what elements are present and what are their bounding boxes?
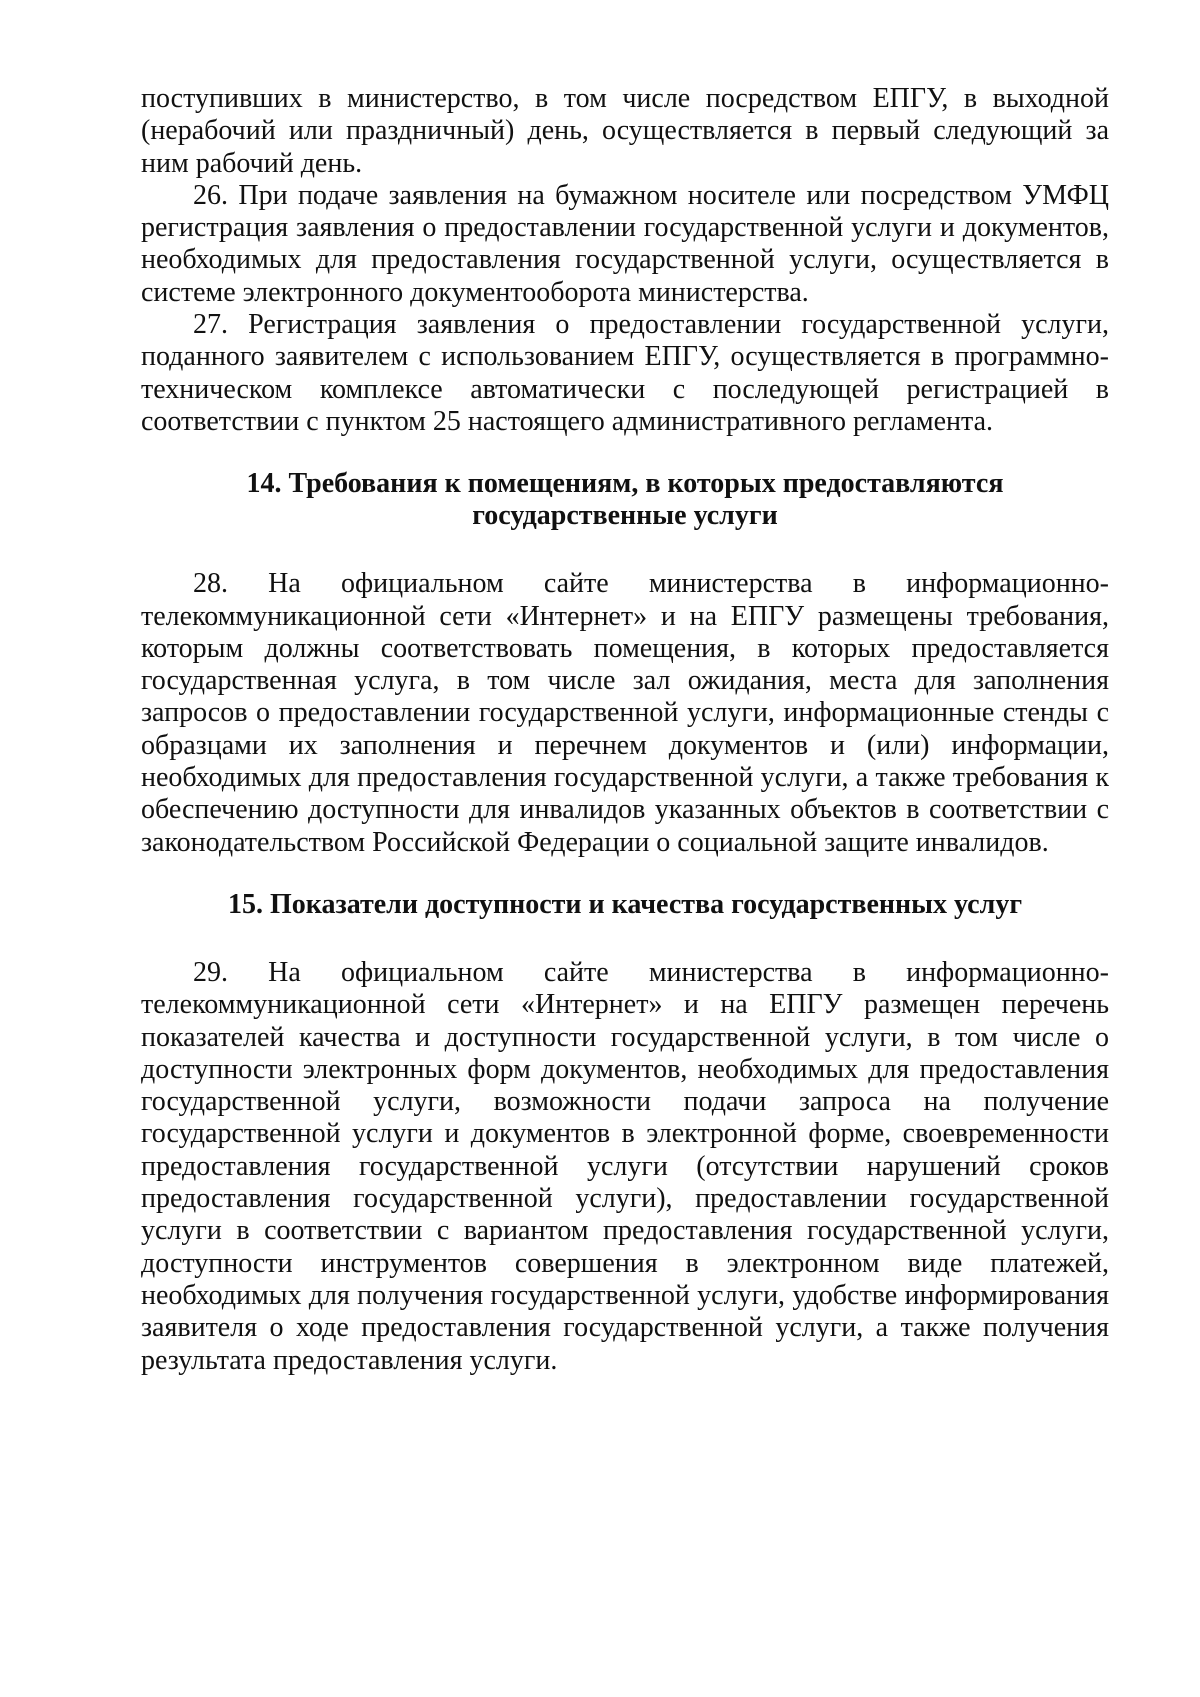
paragraph-26: 26. При подаче заявления на бумажном носителе или посредством УМФЦ регистрация заявления о предоставлении государственной услуги и документов, необходимых для предоставления государственной услуги, осуществляется в системе электронного документооборота министерства. <box>141 179 1109 308</box>
paragraph-27: 27. Регистрация заявления о предоставлении государственной услуги, поданного заявителем с использованием ЕПГУ, осуществляется в программно-техническом комплексе автоматически с последующей регистрацией в соответствии с пунктом 25 настоящего административного регламента. <box>141 309 1109 437</box>
section-14-heading-line1: 14. Требования к помещениям, в которых предоставляются <box>246 468 1004 500</box>
paragraph-25-continuation: поступивших в министерство, в том числе посредством ЕПГУ, в выходной (нерабочий или праздничный) день, осуществляется в первый следующий за ним рабочий день. <box>141 83 1109 179</box>
spacer <box>141 438 1109 468</box>
paragraph-29: 29. На официальном сайте министерства в информационно-телекоммуникационной сети «Интернет» и на ЕПГУ размещен перечень показателей качества и доступности государственной услуги, в том числе о доступности электронных форм документов, необходимых для предоставления государственной услуги, возможности подачи запроса на получение государственной услуги и документов в электронной форме, своевременности предоставления государственной услуги (отсутствии нарушений сроков предоставления государственной услуги), предоставлении государственной услуги в соответствии с вариантом предоставления государственной услуги, доступности инструментов совершения в электронном виде платежей, необходимых для получения государственной услуги, удобстве информирования заявителя о ходе предоставления государственной услуги, а также получения результата предоставления услуги. <box>141 956 1109 1376</box>
section-14-heading-line2: государственные услуги <box>472 500 778 532</box>
document-body <box>141 83 1109 1377</box>
paragraph-28: 28. На официальном сайте министерства в информационно-телекоммуникационной сети «Интернет» и на ЕПГУ размещены требования, которым должны соответствовать помещения, в которых предоставляется государственная услуга, в том числе зал ожидания, места для заполнения запросов о предоставлении государственной услуги, информационные стенды с образцами их заполнения и перечнем документов и (или) информации, необходимых для предоставления государственной услуги, а также требования к обеспечению доступности для инвалидов указанных объектов в соответствии с законодательством Российской Федерации о социальной защите инвалидов. <box>141 568 1109 858</box>
spacer <box>141 532 1109 568</box>
spacer <box>141 921 1109 957</box>
section-14-heading <box>141 468 1109 532</box>
section-15-heading: 15. Показатели доступности и качества государственных услуг <box>227 888 1023 920</box>
spacer <box>141 859 1109 889</box>
